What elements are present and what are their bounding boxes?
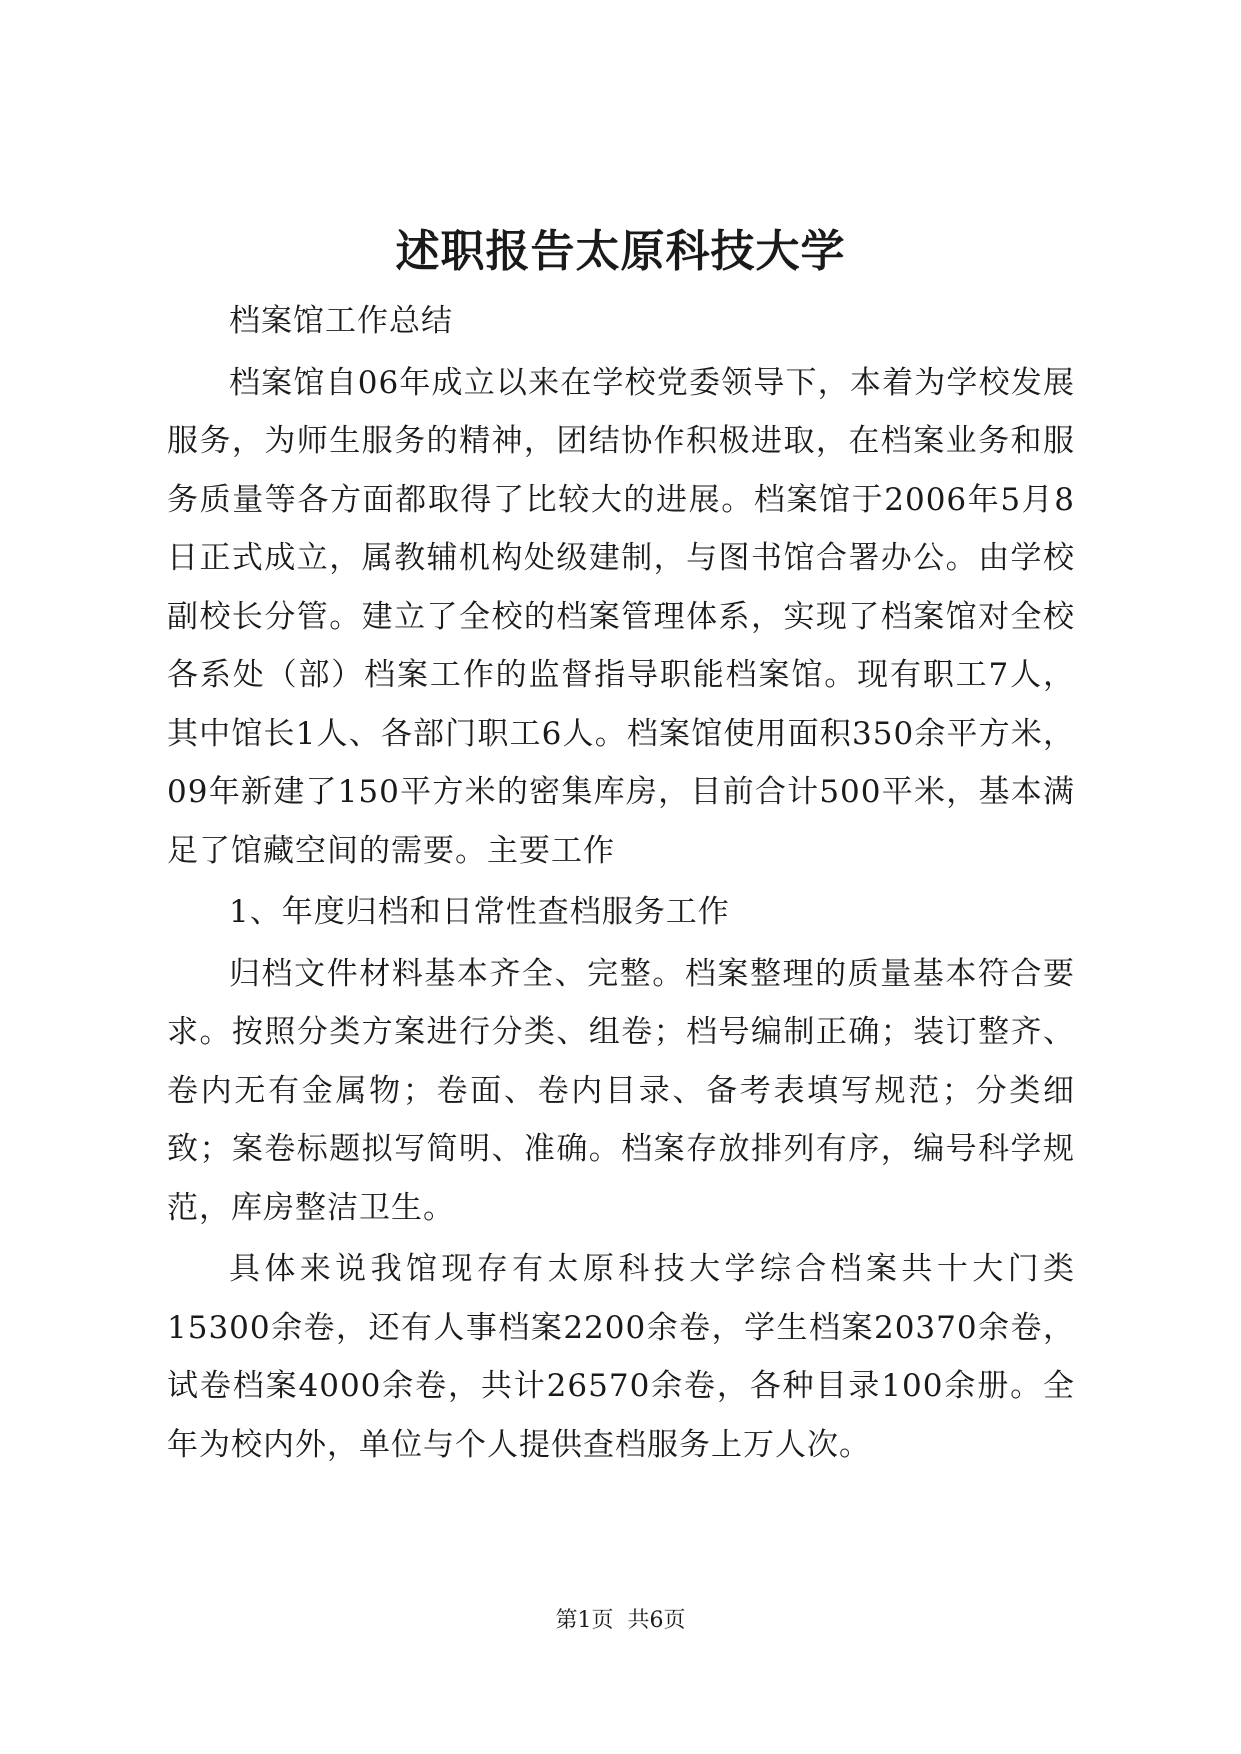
document-title: 述职报告太原科技大学: [395, 226, 846, 277]
subsection-heading: 1、年度归档和日常性查档服务工作: [229, 894, 730, 930]
page-number: 第1页: [555, 1608, 614, 1633]
page-footer: [0, 1606, 1241, 1636]
body-paragraph: 具体来说我馆现存有太原科技大学综合档案共十大门类15300余卷，还有人事档案2200余卷，学生档案20370余卷，试卷档案4000余卷，共计26570余卷，各种目录100余册。全年为校内外，单位与个人提供查档服务上万人次。: [167, 1251, 1075, 1463]
section-heading: 档案馆工作总结: [229, 303, 453, 339]
body-paragraph: 档案馆自06年成立以来在学校党委领导下，本着为学校发展服务，为师生服务的精神，团结协作积极进取，在档案业务和服务质量等各方面都取得了比较大的进展。档案馆于2006年5月8日正式成立，属教辅机构处级建制，与图书馆合署办公。由学校副校长分管。建立了全校的档案管理体系，实现了档案馆对全校各系处（部）档案工作的监督指导职能档案馆。现有职工7人，其中馆长1人、各部门职工6人。档案馆使用面积350余平方米，09年新建了150平方米的密集库房，目前合计500平米，基本满足了馆藏空间的需要。主要工作: [167, 364, 1075, 869]
page-total: 共6页: [627, 1608, 686, 1633]
body-paragraph: 归档文件材料基本齐全、完整。档案整理的质量基本符合要求。按照分类方案进行分类、组卷；档号编制正确；装订整齐、卷内无有金属物；卷面、卷内目录、备考表填写规范；分类细致；案卷标题拟写简明、准确。档案存放排列有序，编号科学规范，库房整洁卫生。: [167, 955, 1075, 1226]
document-body: [167, 292, 1075, 1474]
